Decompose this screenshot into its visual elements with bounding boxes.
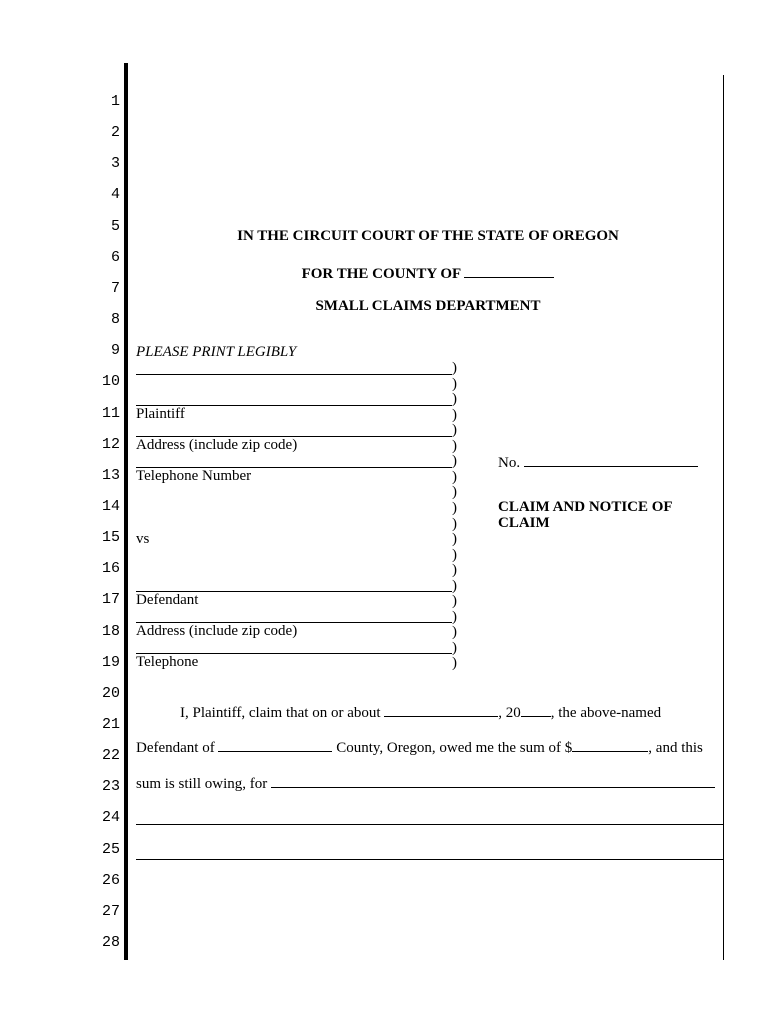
line-number: 13	[101, 466, 120, 484]
line-number: 10	[101, 373, 120, 391]
line-number: 28	[101, 934, 120, 952]
line-number: 24	[101, 809, 120, 827]
case-number-blank[interactable]	[524, 453, 698, 467]
line-number: 4	[110, 186, 120, 204]
line-number: 19	[101, 653, 120, 671]
caption-parenthesis: )	[452, 593, 457, 610]
defendant-label: Defendant	[136, 592, 199, 608]
line-number: 18	[101, 622, 120, 640]
caption-parenthesis: )	[452, 406, 457, 423]
claim-reason-line-3[interactable]	[136, 859, 724, 860]
line-number: 17	[101, 591, 120, 609]
caption-parenthesis: )	[452, 531, 457, 548]
document-title: CLAIM AND NOTICE OF CLAIM	[498, 499, 673, 531]
claim-line-2-c: , and this	[648, 740, 703, 756]
claim-amount-blank[interactable]	[572, 738, 648, 752]
line-number: 8	[110, 311, 120, 329]
plaintiff-address-label: Address (include zip code)	[136, 437, 298, 453]
case-number-label: No.	[498, 455, 521, 471]
line-number: 7	[110, 279, 120, 297]
county-line	[128, 264, 728, 283]
caption-parenthesis: )	[452, 655, 457, 672]
left-margin-rule	[124, 63, 128, 960]
line-number: 9	[110, 342, 120, 360]
claim-line-3	[136, 774, 715, 793]
claim-line-1-b: , 20	[498, 705, 521, 721]
line-number: 6	[110, 248, 120, 266]
claim-line-1-a: I, Plaintiff, claim that on or about	[180, 705, 381, 721]
line-number: 3	[110, 155, 120, 173]
caption-parenthesis: )	[452, 360, 457, 376]
caption-parenthesis: )	[452, 546, 457, 563]
caption-parenthesis: )	[452, 562, 457, 579]
defendant-address-label: Address (include zip code)	[136, 623, 298, 639]
line-number: 16	[101, 560, 120, 578]
caption-parenthesis: )	[452, 577, 457, 594]
claim-line-1-c: , the above-named	[550, 705, 662, 721]
caption-parenthesis: )	[452, 468, 457, 485]
line-number: 21	[101, 716, 120, 733]
line-number: 11	[101, 404, 120, 422]
caption-parenthesis: )	[452, 422, 457, 439]
defendant-phone-label: Telephone	[136, 654, 199, 670]
line-number: 5	[110, 217, 120, 235]
plaintiff-phone-label: Telephone Number	[136, 468, 252, 484]
line-number: 15	[101, 529, 120, 547]
defendant-county-blank[interactable]	[218, 738, 332, 752]
plaintiff-label: Plaintiff	[136, 406, 185, 422]
line-number: 27	[101, 902, 120, 920]
claim-line-2-a: Defendant of	[136, 740, 215, 756]
caption-parenthesis: )	[452, 391, 457, 408]
caption-parenthesis: )	[452, 437, 457, 454]
right-margin-rule	[723, 75, 724, 960]
department-title: SMALL CLAIMS DEPARTMENT	[315, 298, 541, 314]
caption-parenthesis: )	[452, 375, 457, 392]
line-number: 1	[110, 93, 120, 110]
claim-year-blank[interactable]	[521, 703, 551, 717]
claim-reason-blank[interactable]	[271, 774, 715, 788]
line-number: 22	[101, 747, 120, 765]
court-title: IN THE CIRCUIT COURT OF THE STATE OF OREGON	[237, 228, 619, 244]
caption-parenthesis: )	[452, 484, 457, 501]
claim-reason-line-2[interactable]	[136, 824, 724, 825]
caption-parenthesis: )	[452, 608, 457, 625]
county-blank[interactable]	[464, 264, 554, 278]
claim-line-2-b: County, Oregon, owed me the sum of $	[336, 740, 573, 756]
claim-date-blank[interactable]	[384, 703, 498, 717]
plaintiff-name-line-1[interactable]	[136, 374, 452, 375]
caption-parenthesis: )	[452, 453, 457, 470]
claim-line-1	[180, 703, 661, 722]
line-number: 14	[101, 497, 120, 515]
versus-label: vs	[136, 531, 150, 547]
line-number: 26	[101, 871, 120, 889]
caption-parenthesis: )	[452, 639, 457, 656]
caption-parenthesis: )	[452, 499, 457, 516]
claim-line-2	[136, 738, 703, 757]
caption-parenthesis: )	[452, 515, 457, 532]
line-number: 25	[101, 840, 120, 858]
line-number: 20	[101, 684, 120, 702]
line-number: 2	[110, 124, 120, 142]
caption-parenthesis: )	[452, 624, 457, 641]
line-number: 23	[101, 778, 120, 796]
print-legibly-note: PLEASE PRINT LEGIBLY	[136, 344, 297, 360]
case-number-line	[498, 453, 698, 472]
county-prefix: FOR THE COUNTY OF	[301, 266, 461, 282]
claim-line-3-a: sum is still owing, for	[136, 776, 268, 792]
line-number: 12	[101, 435, 120, 453]
